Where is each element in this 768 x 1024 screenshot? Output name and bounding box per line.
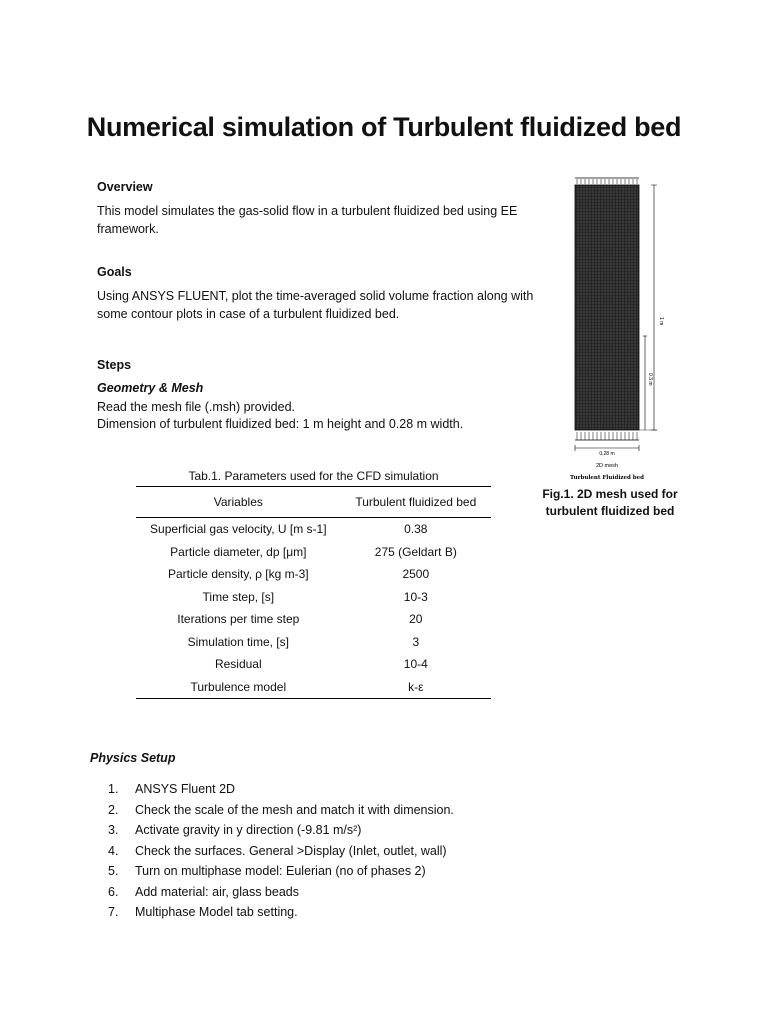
mesh-figure	[570, 172, 680, 484]
table-header-row	[136, 487, 491, 518]
row-value: 10-4	[403, 657, 428, 672]
list-item	[108, 861, 454, 882]
table-row	[136, 676, 491, 699]
row-value: 20	[409, 612, 423, 627]
list-number: 4.	[108, 843, 119, 858]
row-variable: Particle density, ρ [kg m-3]	[167, 567, 309, 582]
row-variable: Particle diameter, dp [μm]	[170, 544, 307, 559]
table-row	[136, 518, 491, 541]
parameters-table	[136, 486, 491, 699]
table-row	[136, 608, 491, 631]
geometry-mesh-heading: Geometry & Mesh	[97, 381, 204, 395]
list-text: Add material: air, glass beads	[135, 884, 299, 899]
list-text: ANSYS Fluent 2D	[135, 782, 236, 796]
list-text: Activate gravity in y direction (-9.81 m/s²)	[135, 823, 362, 837]
list-number: 1.	[108, 782, 119, 796]
steps-line-1: Read the mesh file (.msh) provided.	[97, 400, 296, 414]
mesh-label: 2D mesh	[595, 463, 619, 469]
list-text: Turn on multiphase model: Eulerian (no of phases 2)	[135, 864, 426, 878]
physics-setup-heading: Physics Setup	[90, 751, 176, 765]
list-item	[108, 779, 454, 800]
list-number: 5.	[108, 864, 119, 878]
inlet-arrows	[577, 432, 637, 440]
row-variable: Time step, [s]	[202, 589, 275, 604]
list-number: 7.	[108, 905, 119, 919]
table-row	[136, 631, 491, 654]
row-variable: Turbulence model	[136, 676, 341, 699]
figure-title-label: Turbulent Fluidized bed	[570, 475, 644, 481]
row-value: 275 (Geldart B)	[374, 544, 457, 559]
page-title: Numerical simulation of Turbulent fluidized bed	[86, 112, 682, 142]
row-variable: Residual	[214, 657, 262, 672]
list-item	[108, 820, 454, 841]
table-row	[136, 541, 491, 564]
header-variables: Variables	[136, 487, 341, 518]
row-variable: Superficial gas velocity, U [m s-1]	[150, 522, 327, 537]
list-text: Check the scale of the mesh and match it with dimension.	[135, 802, 454, 817]
width-label: 0.28 m	[599, 451, 615, 457]
goals-text: Using ANSYS FLUENT, plot the time-averaged solid volume fraction along with some contour plots in case of a turbulent fluidized bed.	[97, 289, 534, 321]
row-variable: Iterations per time step	[177, 612, 300, 627]
table-row	[136, 563, 491, 586]
steps-line-2: Dimension of turbulent fluidized bed: 1 m height and 0.28 m width.	[97, 417, 464, 431]
list-text: Check the surfaces. General >Display (Inlet, outlet, wall)	[135, 843, 447, 858]
list-item	[108, 902, 454, 923]
header-turbulent-fluidized-bed: Turbulent fluidized bed	[341, 487, 491, 518]
row-value: 10-3	[403, 589, 428, 604]
list-item	[108, 800, 454, 821]
row-value: k-ε	[341, 676, 491, 699]
physics-setup-list	[108, 779, 454, 923]
table-row	[136, 586, 491, 609]
row-value: 0.38	[404, 522, 428, 537]
goals-heading: Goals	[97, 265, 132, 279]
table-row	[136, 653, 491, 676]
list-text: Multiphase Model tab setting.	[135, 905, 298, 919]
mesh-domain	[575, 185, 639, 430]
outlet-arrows	[577, 179, 637, 184]
list-item	[108, 882, 454, 903]
row-value: 2500	[402, 567, 430, 582]
list-item	[108, 841, 454, 862]
row-variable: Simulation time, [s]	[187, 634, 289, 649]
steps-heading: Steps	[97, 358, 132, 372]
row-value: 3	[412, 634, 420, 649]
list-number: 3.	[108, 823, 119, 837]
overview-text: This model simulates the gas-solid flow in a turbulent fluidized bed using EE framework.	[97, 204, 518, 236]
list-number: 6.	[108, 884, 119, 899]
table-caption: Tab.1. Parameters used for the CFD simulation	[188, 469, 439, 483]
height-label: 1 m	[658, 317, 664, 326]
list-number: 2.	[108, 802, 119, 817]
overview-heading: Overview	[97, 180, 153, 194]
figure-caption: Fig.1. 2D mesh used for turbulent fluidized bed	[542, 487, 678, 518]
inner-label: 0.3 m	[647, 373, 653, 386]
